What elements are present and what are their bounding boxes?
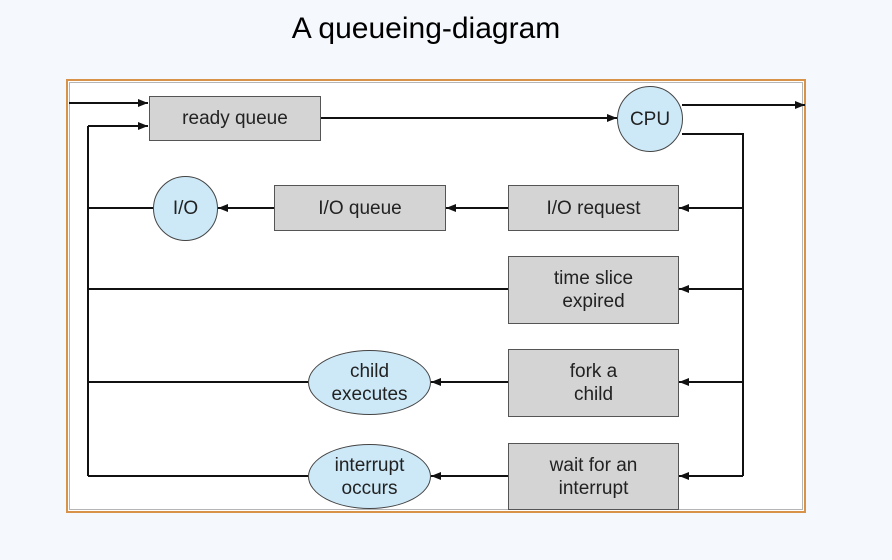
interrupt-occurs-node: interrupt occurs [308,444,431,509]
diagram-title: A queueing-diagram [291,12,561,45]
ready-queue-box: ready queue [149,96,321,141]
cpu-node: CPU [617,86,683,152]
fork-child-box: fork a child [508,349,679,417]
io-queue-box: I/O queue [274,185,446,231]
io-request-box: I/O request [508,185,679,231]
cpu-to-right-bus [682,134,743,476]
io-node: I/O [153,176,218,241]
wait-interrupt-box: wait for an interrupt [508,443,679,510]
time-slice-box: time slice expired [508,256,679,324]
child-executes-node: child executes [308,350,431,415]
